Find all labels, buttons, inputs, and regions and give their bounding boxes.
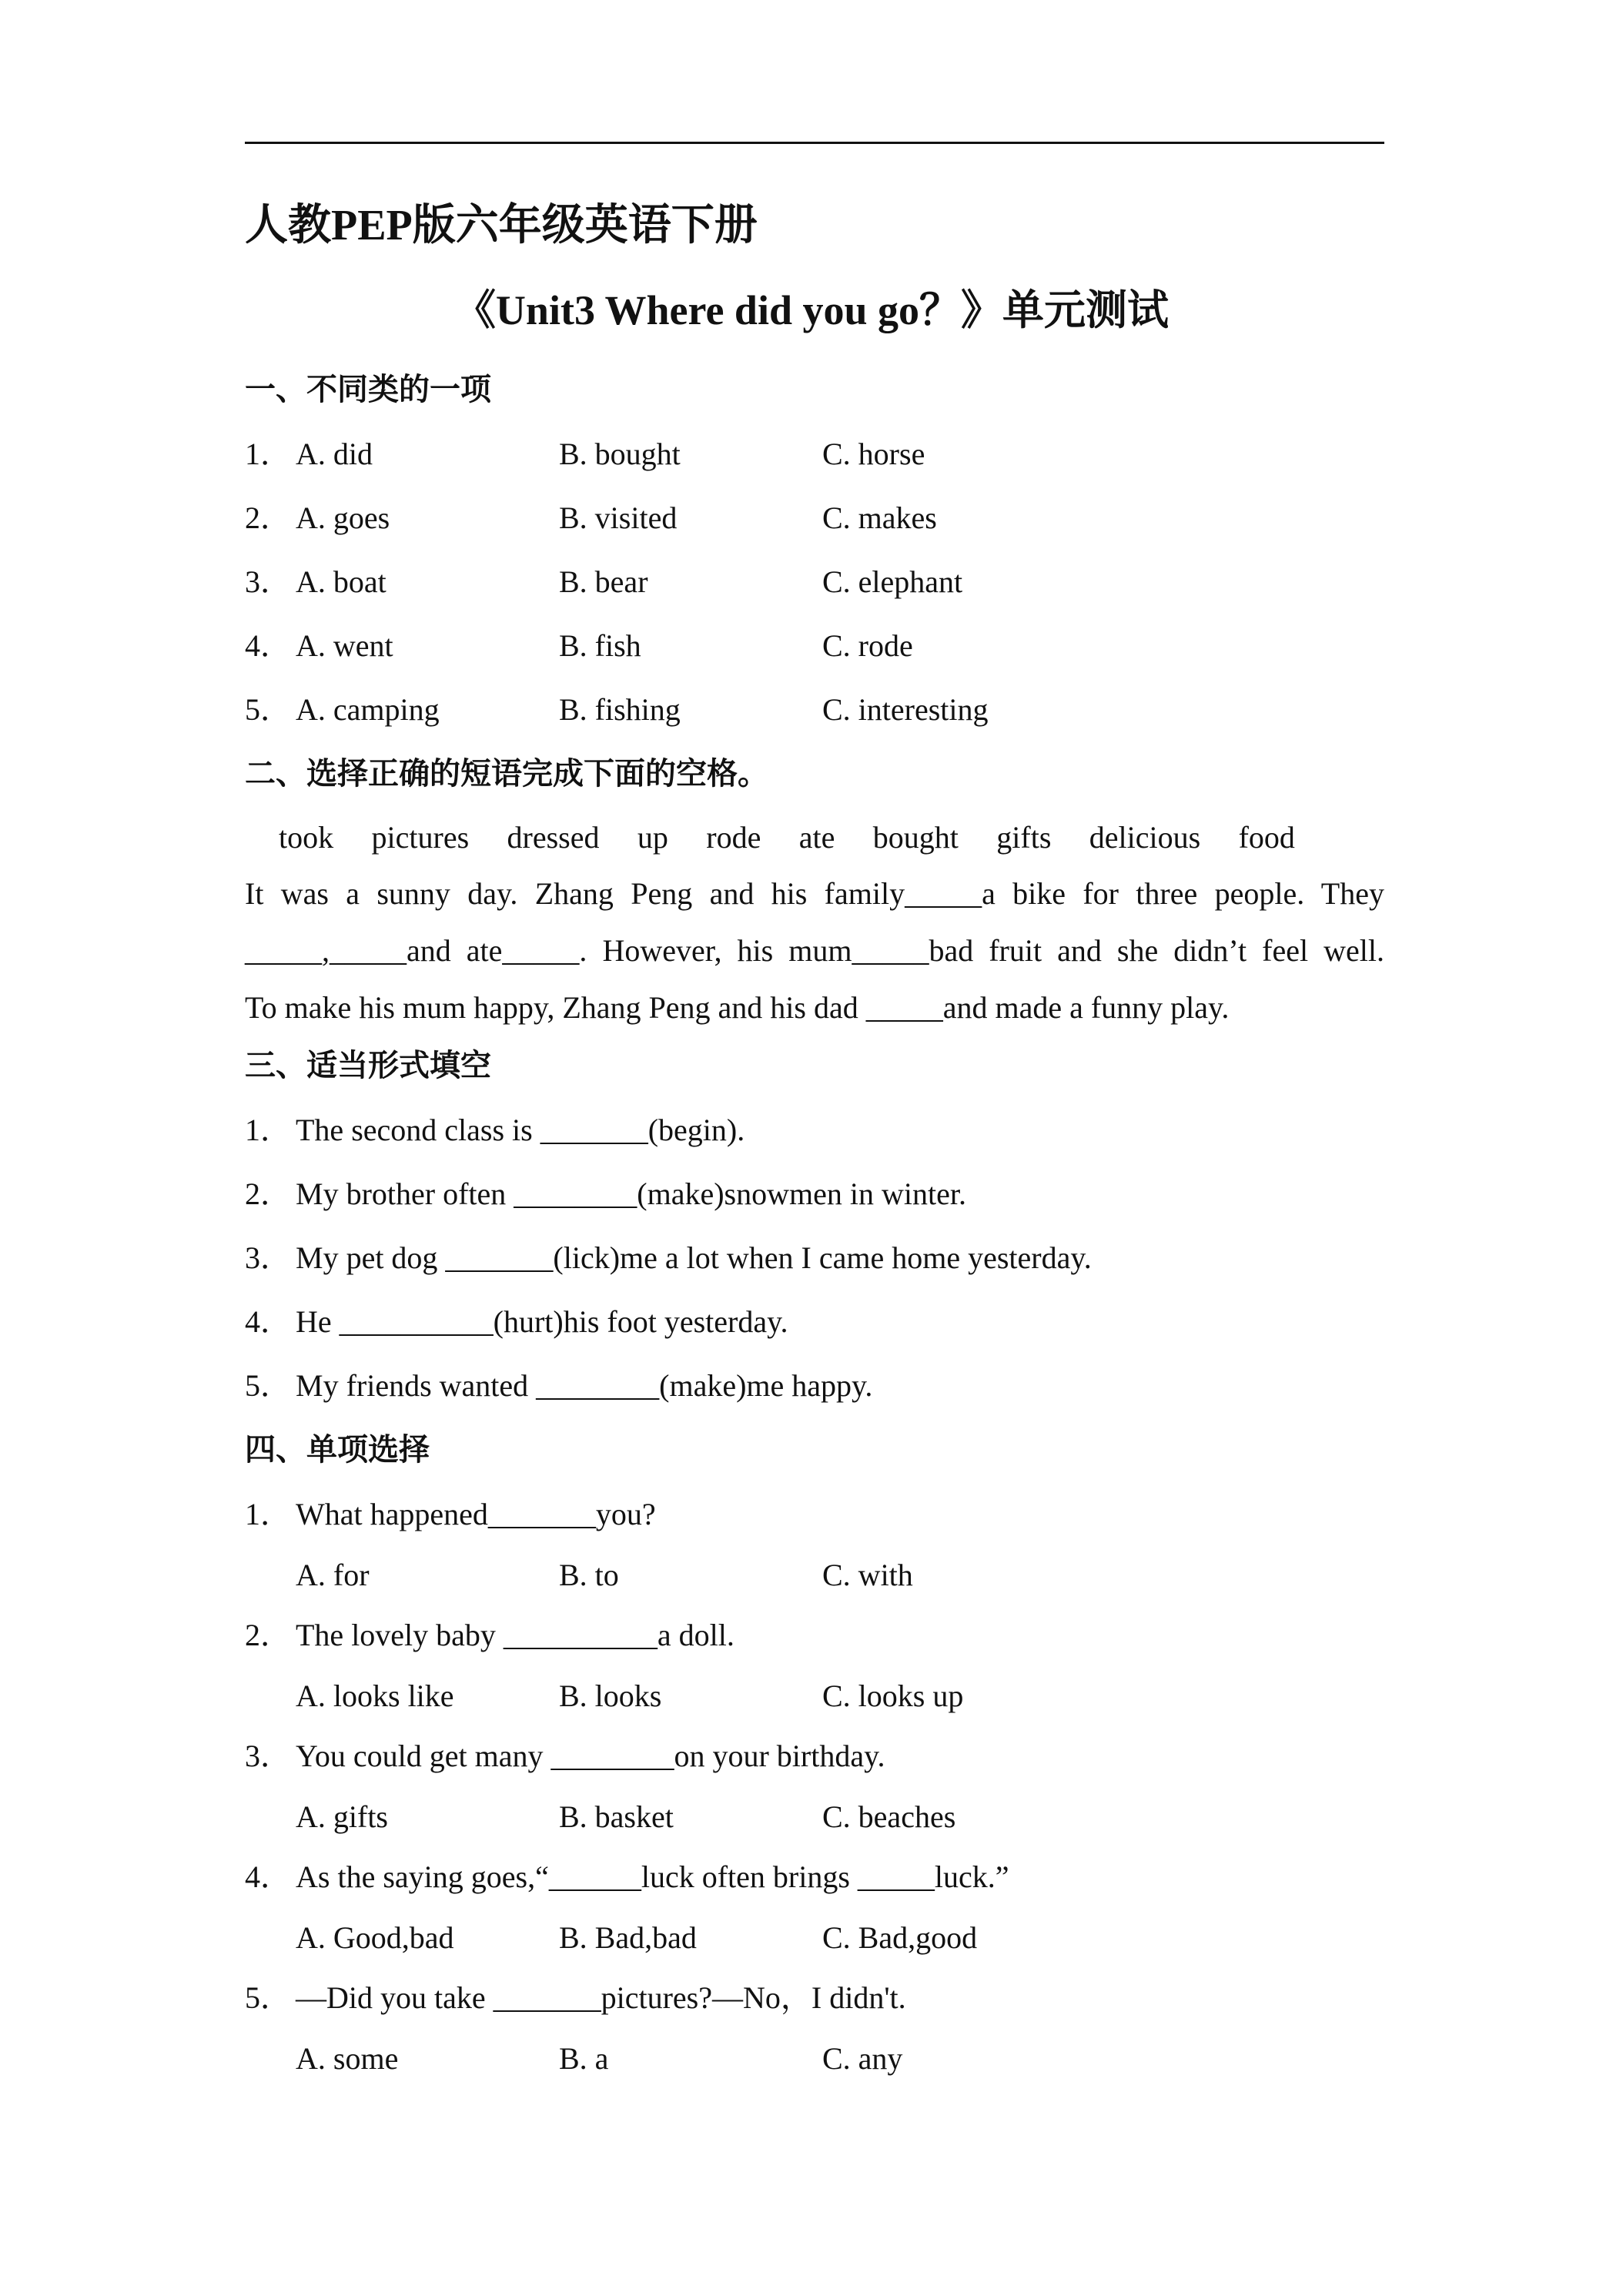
option-c: C. makes <box>822 500 937 535</box>
option-c: C. with <box>822 1558 913 1592</box>
cloze-paragraph <box>245 865 1384 1036</box>
section4-item-1-options <box>245 1554 1092 1597</box>
item-text: As the saying goes,“______luck often brings _____luck.” <box>296 1859 1009 1894</box>
option-a: A. gifts <box>296 1799 388 1834</box>
section4-item-4-options <box>245 1916 1092 1960</box>
item-text: My friends wanted ________(make)me happy. <box>296 1368 873 1403</box>
item-text: My pet dog _______(lick)me a lot when I came home yesterday. <box>296 1240 1092 1275</box>
item-number: 4． <box>245 628 291 663</box>
option-a: A. goes <box>296 500 390 535</box>
item-text: —Did you take _______pictures?—No，I didn't. <box>296 1980 906 2015</box>
item-number: 5． <box>245 692 291 727</box>
option-a: A. did <box>296 437 373 471</box>
paragraph-line: _____,_____and ate_____. However, his mum_____bad fruit and she didn’t feel well. <box>245 933 1384 968</box>
option-b: B. visited <box>559 500 678 535</box>
item-number: 3． <box>245 1739 291 1773</box>
phrase-word: rode <box>706 820 761 855</box>
option-a: A. some <box>296 2041 399 2076</box>
page-subtitle: 《Unit3 Where did you go？》单元测试 <box>453 287 1170 333</box>
option-a: A. camping <box>296 692 440 727</box>
option-c: C. any <box>822 2041 903 2076</box>
paragraph-line: It was a sunny day. Zhang Peng and his family_____a bike for three people. They <box>245 876 1384 911</box>
section4-item-2-options <box>245 1675 1092 1718</box>
phrase-word: took <box>279 820 334 855</box>
option-c: C. elephant <box>822 564 963 599</box>
option-b: B. fish <box>559 628 641 663</box>
item-text: You could get many ________on your birthday. <box>296 1739 885 1773</box>
option-c: C. horse <box>822 437 925 471</box>
option-b: B. bought <box>559 437 681 471</box>
phrase-word: gifts <box>996 820 1052 855</box>
option-a: A. boat <box>296 564 387 599</box>
option-b: B. basket <box>559 1799 674 1834</box>
option-a: A. Good,bad <box>296 1920 454 1955</box>
option-b: B. a <box>559 2041 609 2076</box>
item-number: 2． <box>245 500 291 535</box>
option-c: C. looks up <box>822 1678 964 1713</box>
item-text: The lovely baby __________a doll. <box>296 1618 735 1652</box>
option-c: C. interesting <box>822 692 989 727</box>
section4-item-5-options <box>245 2037 1092 2080</box>
option-c: C. rode <box>822 628 913 663</box>
option-a: A. for <box>296 1558 370 1592</box>
page-title: 人教PEP版六年级英语下册 <box>245 202 758 249</box>
option-c: C. Bad,good <box>822 1920 978 1955</box>
item-text: My brother often ________(make)snowmen in winter. <box>296 1176 966 1211</box>
section1-heading: 一、不同类的一项 <box>245 372 491 407</box>
option-a: A. went <box>296 628 393 663</box>
option-b: B. bear <box>559 564 648 599</box>
section4-item-3-options <box>245 1796 1092 1839</box>
item-number: 1． <box>245 1497 291 1531</box>
item-number: 3． <box>245 564 291 599</box>
option-b: B. Bad,bad <box>559 1920 697 1955</box>
item-number: 5． <box>245 1368 291 1403</box>
item-number: 3． <box>245 1240 291 1275</box>
item-text: He __________(hurt)his foot yesterday. <box>296 1304 788 1339</box>
phrase-word: dressed <box>507 820 600 855</box>
phrase-bank <box>279 816 1295 859</box>
option-b: B. fishing <box>559 692 681 727</box>
section2-heading: 二、选择正确的短语完成下面的空格。 <box>245 756 768 791</box>
phrase-word: delicious <box>1089 820 1201 855</box>
paragraph-line: To make his mum happy, Zhang Peng and his dad _____and made a funny play. <box>245 990 1230 1025</box>
header-rule <box>245 142 1384 144</box>
option-b: B. looks <box>559 1678 662 1713</box>
phrase-word: ate <box>798 820 835 855</box>
phrase-word: pictures <box>371 820 470 855</box>
option-b: B. to <box>559 1558 619 1592</box>
phrase-word: bought <box>872 820 959 855</box>
item-number: 4． <box>245 1304 291 1339</box>
item-number: 4． <box>245 1859 291 1894</box>
option-a: A. looks like <box>296 1678 454 1713</box>
item-number: 1． <box>245 437 291 471</box>
item-number: 2． <box>245 1176 291 1211</box>
item-number: 5． <box>245 1980 291 2015</box>
item-text: What happened_______you? <box>296 1497 656 1531</box>
item-text: The second class is _______(begin). <box>296 1113 745 1147</box>
section3-heading: 三、适当形式填空 <box>245 1048 491 1083</box>
item-number: 1． <box>245 1113 291 1147</box>
option-c: C. beaches <box>822 1799 956 1834</box>
phrase-word: up <box>637 820 668 855</box>
section4-heading: 四、单项选择 <box>245 1432 430 1467</box>
item-number: 2． <box>245 1618 291 1652</box>
phrase-word: food <box>1238 820 1295 855</box>
